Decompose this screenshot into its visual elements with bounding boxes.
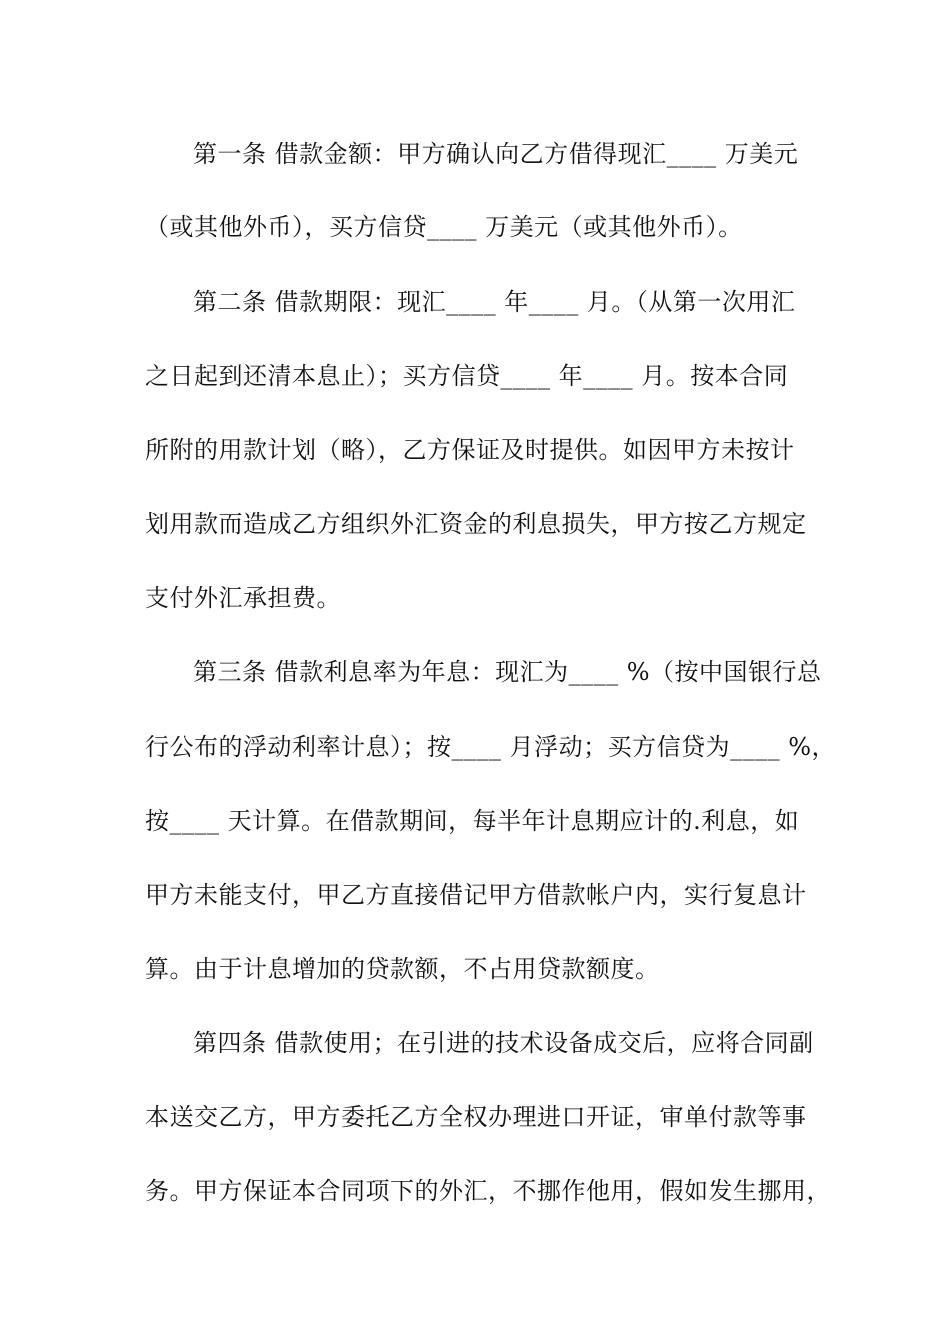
- article-1-line-1: 第一条 借款金额：甲方确认向乙方借得现汇____ 万美元: [193, 140, 799, 168]
- article-3-line-4: 甲方未能支付，甲乙方直接借记甲方借款帐户内，实行复息计: [145, 881, 807, 909]
- article-2-line-2: 之日起到还清本息止）；买方信贷____ 年____ 月。按本合同: [145, 362, 789, 390]
- article-3-line-1: 第三条 借款利息率为年息：现汇为____ %（按中国银行总: [193, 658, 822, 686]
- article-3-line-5: 算。由于计息增加的贷款额，不占用贷款额度。: [145, 955, 660, 983]
- article-3-line-3: 按____ 天计算。在借款期间，每半年计息期应计的.利息，如: [145, 807, 800, 835]
- article-2-line-3: 所附的用款计划（略），乙方保证及时提供。如因甲方未按计: [145, 436, 795, 464]
- article-4-line-1: 第四条 借款使用；在引进的技术设备成交后，应将合同副: [193, 1029, 814, 1057]
- article-4-line-2: 本送交乙方，甲方委托乙方全权办理进口开证，审单付款等事: [145, 1103, 807, 1131]
- article-2-line-1: 第二条 借款期限：现汇____ 年____ 月。（从第一次用汇: [193, 288, 796, 316]
- article-2-line-5: 支付外汇承担费。: [145, 584, 341, 612]
- article-4-line-3: 务。甲方保证本合同项下的外汇，不挪作他用，假如发生挪用，: [145, 1177, 831, 1205]
- article-1-line-2: （或其他外币），买方信贷____ 万美元（或其他外币）。: [145, 213, 743, 241]
- article-2-line-4: 划用款而造成乙方组织外汇资金的利息损失，甲方按乙方规定: [145, 510, 807, 538]
- article-3-line-2: 行公布的浮动利率计息）；按____ 月浮动；买方信贷为____ %，: [145, 733, 837, 761]
